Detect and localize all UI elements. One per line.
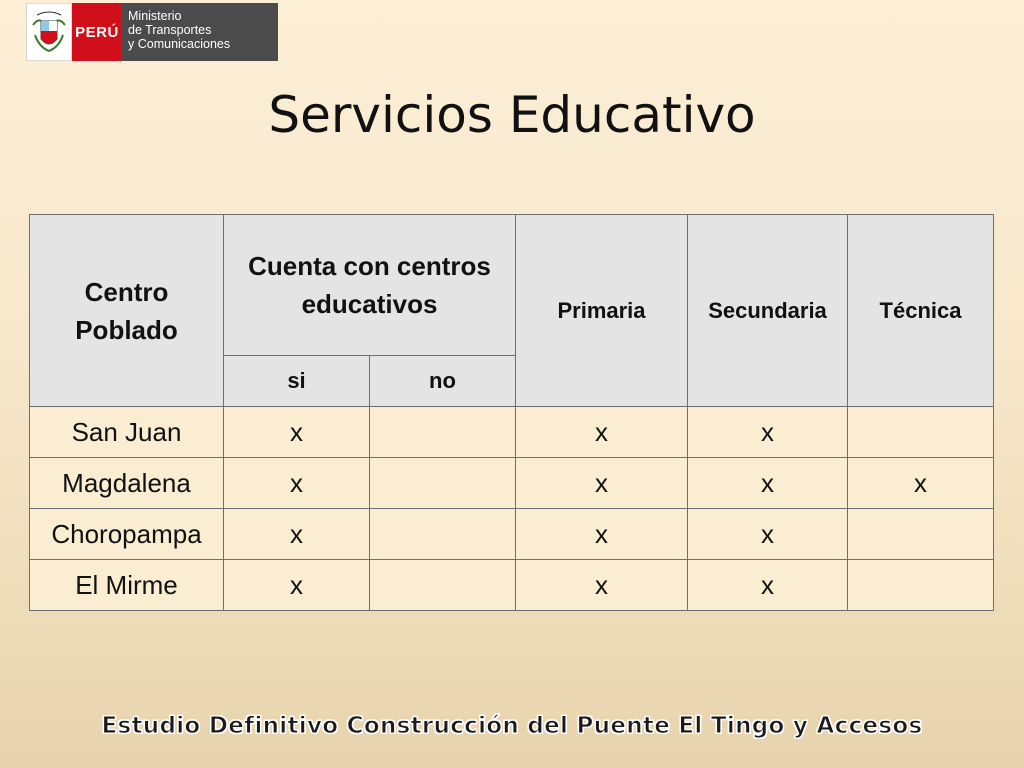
cell-centro: El Mirme xyxy=(30,560,224,611)
cell-primaria: x xyxy=(516,509,688,560)
ministry-line-2: de Transportes xyxy=(128,23,212,37)
ministry-line-1: Ministerio xyxy=(128,9,182,23)
cell-si: x xyxy=(224,560,370,611)
footer-caption: Estudio Definitivo Construcción del Puente El Tingo y Accesos xyxy=(101,713,923,739)
table-row xyxy=(30,560,994,611)
header-si: si xyxy=(224,356,370,407)
cell-tecnica xyxy=(848,407,994,458)
cell-no xyxy=(370,560,516,611)
cell-primaria: x xyxy=(516,407,688,458)
cell-secundaria: x xyxy=(688,509,848,560)
country-label: PERÚ xyxy=(72,3,122,61)
table-row xyxy=(30,407,994,458)
cell-si: x xyxy=(224,509,370,560)
cell-no xyxy=(370,509,516,560)
cell-si: x xyxy=(224,407,370,458)
ministry-logo xyxy=(26,3,278,61)
page-title: Servicios Educativo xyxy=(268,86,756,144)
cell-primaria: x xyxy=(516,458,688,509)
ministry-name xyxy=(122,3,278,61)
cell-secundaria: x xyxy=(688,560,848,611)
table-row xyxy=(30,509,994,560)
coat-of-arms-icon xyxy=(26,3,72,61)
cell-no xyxy=(370,458,516,509)
header-primaria: Primaria xyxy=(516,215,688,407)
cell-centro: San Juan xyxy=(30,407,224,458)
cell-centro: Magdalena xyxy=(30,458,224,509)
cell-tecnica xyxy=(848,509,994,560)
ministry-line-3: y Comunicaciones xyxy=(128,37,231,51)
cell-secundaria: x xyxy=(688,458,848,509)
cell-secundaria: x xyxy=(688,407,848,458)
cell-centro: Choropampa xyxy=(30,509,224,560)
education-services-table xyxy=(29,214,994,611)
cell-no xyxy=(370,407,516,458)
cell-primaria: x xyxy=(516,560,688,611)
header-tecnica: Técnica xyxy=(848,215,994,407)
header-centro-poblado: Centro Poblado xyxy=(30,215,224,407)
cell-si: x xyxy=(224,458,370,509)
cell-tecnica: x xyxy=(848,458,994,509)
cell-tecnica xyxy=(848,560,994,611)
header-no: no xyxy=(370,356,516,407)
header-secundaria: Secundaria xyxy=(688,215,848,407)
header-cuenta: Cuenta con centros educativos xyxy=(224,215,516,356)
table-row xyxy=(30,458,994,509)
